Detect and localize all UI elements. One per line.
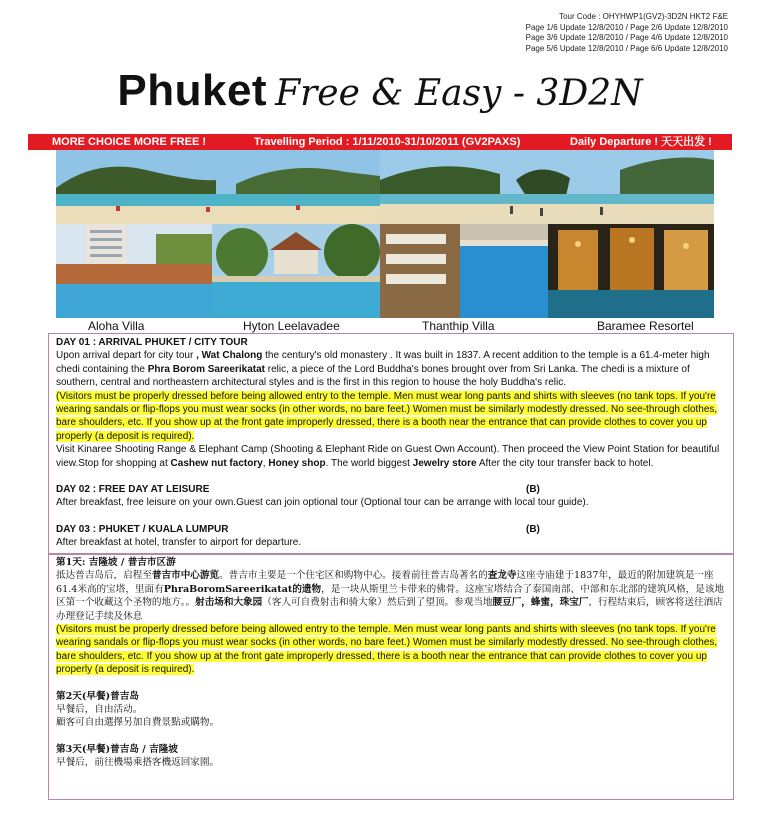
banner	[28, 134, 732, 150]
cn-day1-description: 抵达普吉岛后，启程至普吉市中心游览。普吉市主要是一个住宅区和购物中心。接着前往普吉岛著名的查龙寺这座寺庙建于1837年，最近的附加建筑是一座61.4米高的宝塔，里面有PhraBoromSareerikatat的遗物，是一块从斯里兰卡带来的佛骨。这座宝塔结合了泰国南部、中部和东北部的建筑风格，是该地区第一个收藏这个圣物的地方。。射击场和大象园（客人可自费射击和骑大象）然后到了望顶。参观当地腰豆厂，蜂蜜，珠宝厂，行程结束后，顾客将送往酒店办理登记手续及休息	[56, 570, 725, 622]
beach-photo-left	[56, 150, 380, 224]
caption-hyton: Hyton Leelavadee	[243, 319, 340, 333]
caption-baramee: Baramee Resortel	[597, 319, 694, 333]
update-line-1: Page 1/6 Update 12/8/2010 / Page 2/6 Update 12/8/2010	[525, 22, 728, 32]
update-line-3: Page 5/6 Update 12/8/2010 / Page 6/6 Update 12/8/2010	[525, 43, 728, 53]
banner-left: MORE CHOICE MORE FREE !	[52, 136, 207, 148]
day1-dress-notice: (Visitors must be properly dressed before being allowed entry to the temple. Men must wear long pants and shirts with sleeves (no tank tops. If you're wearing sandals or flip-flops you must wear socks (in other words, no bare feet.) Women must be similarly modestly dressed. No see-through clothes, bare shoulders, etc. If you show up at the front gate improperly dressed, there is a booth near the entrance that can provide clothes to cover you up properly (a deposit is required).	[56, 390, 718, 442]
english-itinerary	[48, 333, 734, 555]
title-main: Phuket	[117, 66, 268, 115]
tour-code: Tour Code : OHYHWP1(GV2)-3D2N HKT2 F&E	[559, 12, 728, 21]
day1-heading: DAY 01 : ARRIVAL PHUKET / CITY TOUR	[56, 337, 248, 348]
day2-text: After breakfast, free leisure on your own.Guest can join optional tour (Optional tour can be arrange with local tour guide).	[56, 497, 589, 509]
day3-meal: (B)	[526, 523, 540, 535]
cn-day2-line2: 顧客可自由選擇另加自費景點或購物。	[56, 717, 220, 729]
cn-day2-line1: 早餐后，自由活动。	[56, 704, 143, 716]
caption-thanthip: Thanthip Villa	[422, 319, 495, 333]
day3-text: After breakfast at hotel, transfer to airport for departure.	[56, 537, 302, 549]
day3-heading: DAY 03 : PHUKET / KUALA LUMPUR (B)	[56, 523, 540, 535]
hotel-photo-baramee	[548, 224, 714, 318]
day1-activities: Visit Kinaree Shooting Range & Elephant Camp (Shooting & Elephant Ride on Guest Own Account). Then proceed the View Point Station for beautiful view.Stop for shopping at Cashew nut factory, Honey shop. The world biggest Jewelry store After the city tour transfer back to hotel.	[56, 444, 720, 469]
day1-description: Upon arrival depart for city tour , Wat Chalong the century's old monastery . It was built in 1837. A recent addition to the temple is a 61.4-meter high chedi containing the Phra Borom Sareerikatat relic, a piece of the Lord Buddha's bones brought over from Sri Lanka. The chedi is a mixture of southern, central and northeastern architectural styles and is the first in this region to house the holy Buddha's relic.	[56, 350, 710, 389]
hotel-photo-aloha	[56, 224, 212, 318]
cn-day3-line1: 早餐后，前往機場乘搭客機返回家園。	[56, 757, 220, 769]
title-script: Free & Easy - 3D2N	[275, 73, 643, 114]
cn-day2-heading: 第2天(早餐)普吉岛	[56, 690, 139, 702]
update-line-2: Page 3/6 Update 12/8/2010 / Page 4/6 Update 12/8/2010	[525, 33, 728, 42]
tour-info	[526, 12, 728, 54]
cn-day3-heading: 第3天(早餐)普吉岛 / 吉隆坡	[56, 743, 178, 755]
banner-middle: Travelling Period : 1/11/2010-31/10/2011 (GV2PAXS)	[254, 136, 521, 148]
banner-right: Daily Departure ! 天天出发 !	[570, 136, 712, 148]
hotel-photo-hyton	[212, 224, 380, 318]
page-title	[0, 66, 760, 116]
cn-dress-notice: (Visitors must be properly dressed before being allowed entry to the temple. Men must wear long pants and shirts with sleeves (no tank tops. If you're wearing sandals or flip-flops you must wear socks (in other words, no bare feet.) Women must be similarly modestly dressed. No see-through clothes, bare shoulders, etc. If you show up at the front gate improperly dressed, there is a booth near the entrance that can provide clothes to cover you up properly (a deposit is required).	[56, 624, 718, 676]
caption-aloha: Aloha Villa	[88, 319, 145, 333]
chinese-itinerary	[48, 553, 734, 800]
photo-collage	[56, 150, 714, 318]
hotel-photo-thanthip	[380, 224, 548, 318]
day2-heading: DAY 02 : FREE DAY AT LEISURE (B)	[56, 484, 540, 496]
beach-photo-right	[380, 150, 714, 224]
hotel-captions	[56, 318, 714, 334]
cn-day1-heading: 第1天: 吉隆坡 / 普吉市区游	[56, 557, 176, 568]
day2-meal: (B)	[526, 484, 540, 496]
